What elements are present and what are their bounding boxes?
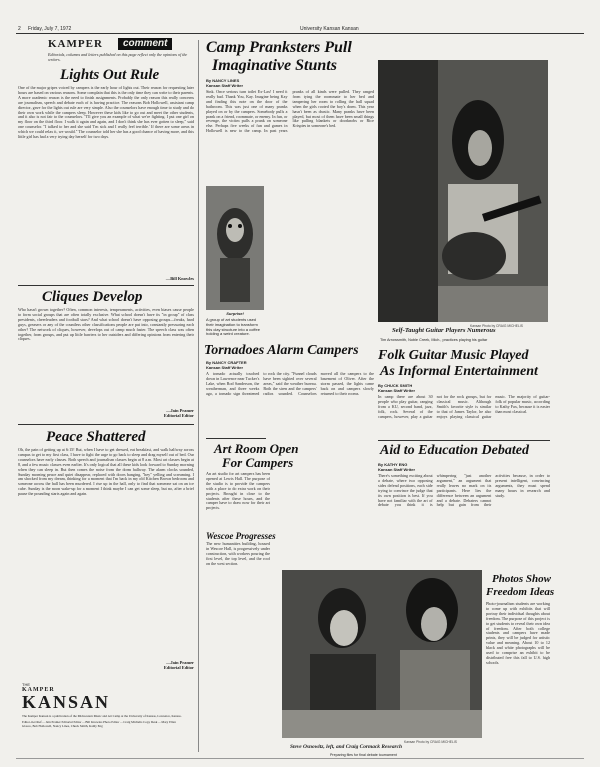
debate-subcaption: Preparing files for final debate tournament [330, 753, 397, 757]
editorial-signature-lights-out: —Bill Knowles [165, 276, 194, 281]
guitar-photo-credit: Kansan Photo by CRAIG MICHELIS [470, 324, 523, 328]
editorial-signature-peace: —Jain Pramer Editorial Editor [163, 660, 194, 670]
tornado-divider [206, 438, 266, 439]
masthead-kansan: KANSAN [22, 692, 111, 712]
top-rule [16, 33, 584, 34]
masthead-info: The Kamper Kansan is a publication of the Midwestern Music and Art Camp at the University of Kansas, Lawrence, Kansas. [22, 714, 182, 718]
guitar-image [378, 60, 548, 322]
debate-photo-credit: Kansan Photo by CRAIG MICHELIS [404, 740, 457, 744]
comment-brand: KAMPER [48, 38, 103, 50]
guitar-caption-title: Self-Taught Guitar Players Numerous [392, 327, 496, 334]
art-sculpture-photo [206, 186, 264, 310]
guitar-player-photo [378, 60, 548, 322]
aid-headline: Aid to Education Debated [380, 443, 529, 458]
editorial-headline-cliques: Cliques Develop [42, 289, 143, 305]
comment-header [48, 37, 194, 51]
sculpture-image [206, 186, 264, 310]
surprise-caption-title: Surprise! [226, 311, 244, 316]
masthead-the: THE [22, 682, 30, 687]
aid-body: There's something exciting about a debate, where two opposing sides defend positions, each side trying to convince the judge that its own position is best. If you have not familiar with the art of debate you think it is whimpering "just another argument," an argument that really leaves no mark on its participants. Here lies the difference between an argument and a debate. Debaters cannot help but gain from their activities because, in order to present intelligent, convincing arguments, they must spend many hours in research and study. [378, 474, 550, 508]
masthead-kamper: KAMPER [22, 687, 55, 693]
folk-headline-1: Folk Guitar Music Played [378, 348, 529, 363]
folk-byline: By CHUCK SMITH Kansan Staff Writer [378, 383, 416, 393]
freedom-headline-2: Freedom Ideas [486, 586, 555, 598]
editorial-signature-cliques: —Jain Pramer Editorial Editor [163, 408, 194, 418]
surprise-caption-text: A group of art students used their imagination to transform this clay structure into a coffee holding a weird creature. [206, 317, 260, 337]
aid-byline: By KATHY ENG Kansan Staff Writer [378, 462, 416, 472]
bottom-rule [16, 758, 584, 759]
editorial-body-lights-out: One of the major gripes voiced by campers is the early hour of lights out. Their reason for requesting later hours are based on various reasons. Some complain that this is the only time they can write to their parents. A more academic reason is the need to finish assignments. Probably the only reason this really concerns are journalism, speech and debate each of is having practice. The reasons Bob Hollowell, assistant camp director, gave for the lights out rule are very simple. Also the counselors have enough time to study and do their own work while the campers sleep. However these kids like to go out and meet the other students, and it also is not fair to the counselors. "I'll give you an example of what we're fighting. I put one girl on my floor on the third floor. I walk it again and again, and I don't think she has ever gotten to sleep," said one counselor. "I talked to her and she said 'I'm sick and I really feel terrible.' If there are some areas in which we could relax it, we would." The counselor told her she has a good chance of having more, and this little girl has had a very trying day herself for two days. [18, 86, 194, 140]
editorial-body-peace: Oh, the pain of getting up at 6:15! But, when I have to get dressed, eat breakfast, and walk halfway across campus to get to my first class, I have to fight the urge to go back to sleep and drag myself out of bed. Our counselors have early classes. Both speech and journalism classes begin at 8 a.m. Most art classes begin at 8, and a few music classes even earlier. It's only logical that all these kids look forward to Sunday morning when they can sleep in. But then comes the noise from the dorm hallway. The alarm clocks sounded, Sunday morning peace and quiet disappear, replaced with doors banging, "hey" yelling and screaming. I am shocked from my dream, thinking for a moment that I'm back in my old Kitchen Brown bedroom and someone across the hall has been murdered. I rise up in the hall, only to find that someone sat on an ice cube. Sunday is the noon wake-up for a moment I think maybe I can get some sleep, but no, after a brief pause the pounding starts again and again. [18, 448, 194, 497]
pranksters-byline: By NANCY LINES Kansan Staff Writer [206, 78, 244, 88]
editorial-headline-peace: Peace Shattered [46, 429, 146, 445]
freedom-body: Photo-journalism students are working to come up with exhibits that will portray their individual thoughts about freedom. The purpose of this project is to get students to reveal their own idea of freedom. After both college students and campers have made prints, they will be judged for artistic value and meaning. About 10 to 12 black and white photographs will be used to comprise an exhibit to be distributed free this fall to U.S. high schools. [486, 602, 550, 665]
folk-headline-2: As Informal Entertainment [380, 364, 538, 379]
issue-date: Friday, July 7, 1972 [28, 26, 72, 32]
art-room-body: An art studio for art campers has been opened at Lewis Hall. The purpose of the studio is to provide the campers with a place to do extra work on their projects. Brought in close to the students after these hours, and the camper have to draw now for their art projects. [206, 472, 270, 511]
debate-image [282, 570, 482, 738]
art-room-headline-1: Art Room Open [214, 441, 299, 456]
debate-caption: Steve Osnowitz, left, and Craig Cormack Research [290, 744, 403, 750]
folk-divider [378, 440, 550, 441]
wescoe-body: The new humanities building, housed in Wescoe Hall, is progressively under construction, with workers pouring the first level, the top level, and the roof on the west section. [206, 542, 270, 566]
comment-tagline: Editorials, columns and letters published on this page reflect only the opinions of the writers. [48, 53, 188, 62]
guitar-caption-text: Tim Arrowsmith, Noble Creek, Mich., practices playing his guitar [380, 338, 488, 342]
folk-body: In camp there are about 30 people who play guitar, ranging from a KU, second band, jazz, folk, rock. Several of the campers, however, play a guitar not for the rock groups, but for classical music. Although Smith's favorite style is similar to that of James Taylor, he also enjoys playing classical guitar music. The majority of guitar-folk of popular music, according to Kathy Fax, because it is easier than most classical. [378, 395, 550, 419]
feature-headline-pranksters-1: Camp Pranksters Pull [206, 39, 352, 56]
debate-photo [282, 570, 482, 738]
column-divider [198, 40, 199, 752]
feature-headline-pranksters-2: Imaginative Stunts [212, 57, 337, 74]
freedom-headline-1: Photos Show [492, 573, 551, 585]
wescoe-headline: Wescoe Progresses [206, 531, 276, 541]
tornado-headline: Tornadoes Alarm Campers [204, 343, 359, 358]
page-number: 2 [18, 26, 21, 32]
tornado-byline: By NANCY CRAFTER Kansan Staff Writer [206, 360, 247, 370]
editorial-headline-lights-out: Lights Out Rule [60, 67, 160, 83]
tornado-body: A tornado actually touched down in Lawrence near Tucker's Lake, when Rod Sanderson, the weatherman, and three weeks ago, a tornado sign threatened to rock the city. "Funnel clouds have been sighted over several areas," said the weather bureau. Both the siren and the campers' radios sounded. Counselors moved all the campers to the basement of Oliver. After the storm passed, the lights came back on and campers slowly returned to their rooms. [206, 372, 374, 396]
editorial-divider-2 [18, 424, 194, 425]
paper-folio: University Kansan Kansan [300, 26, 359, 32]
masthead-staff: Editor-in-Chief ... Jain Pramer Editorial Editor ... Bill Knowles Photo Editor ... Craig Michelis Copy Desk ... Mary Ellen Glasco, Bob Hollowell, Nancy Lines, Chuck Smith, Kathy Eng [22, 720, 176, 728]
pranksters-body: Sink. Once serious turn toilet Ex-Lax! I need it really bad. Thank You, Kay. Imagine being Kay and finding this note on the door of the bathroom. This was just one of many pranks played on or by the campers. Somebody pulls a prank on a friend, roommate, or enemy. In fun, or revenge, the victim pulls a prank on someone else. Perhaps five weeks of fun and games in Hollowell is new to the camp. In past years pranks of all kinds were pulled. They ranged from tying the roommate to her bed and tampering her room to rolling the hall squad when the girls rooted the boy's dorm. This year hasn't been as drastic. Many pranks have been played, but most of them have been small things like pulling blankets or doorknobs or Rice Krispies in someone's bed. [206, 90, 374, 134]
masthead [22, 682, 184, 728]
editorial-body-cliques: Who hasn't grown together? Often, common interests, temperaments, activities, even biases cause people to form social groups that are often totally exclusive. What school doesn't have its "in group" of class presidents, cheerleaders and football stars? And what school doesn't have opposing groups—freaks, hard guys, greasers or any of the countless other classifications people are put into, constantly pressuring each other? The network of cliques, however, develops out of camp much faster. The speech class was often together, from groups, and put up little barriers to her outsiders and differing opinions from entering their cliques. [18, 308, 194, 342]
editorial-divider [18, 285, 194, 286]
art-room-headline-2: For Campers [222, 455, 294, 470]
comment-label: comment [118, 38, 172, 50]
